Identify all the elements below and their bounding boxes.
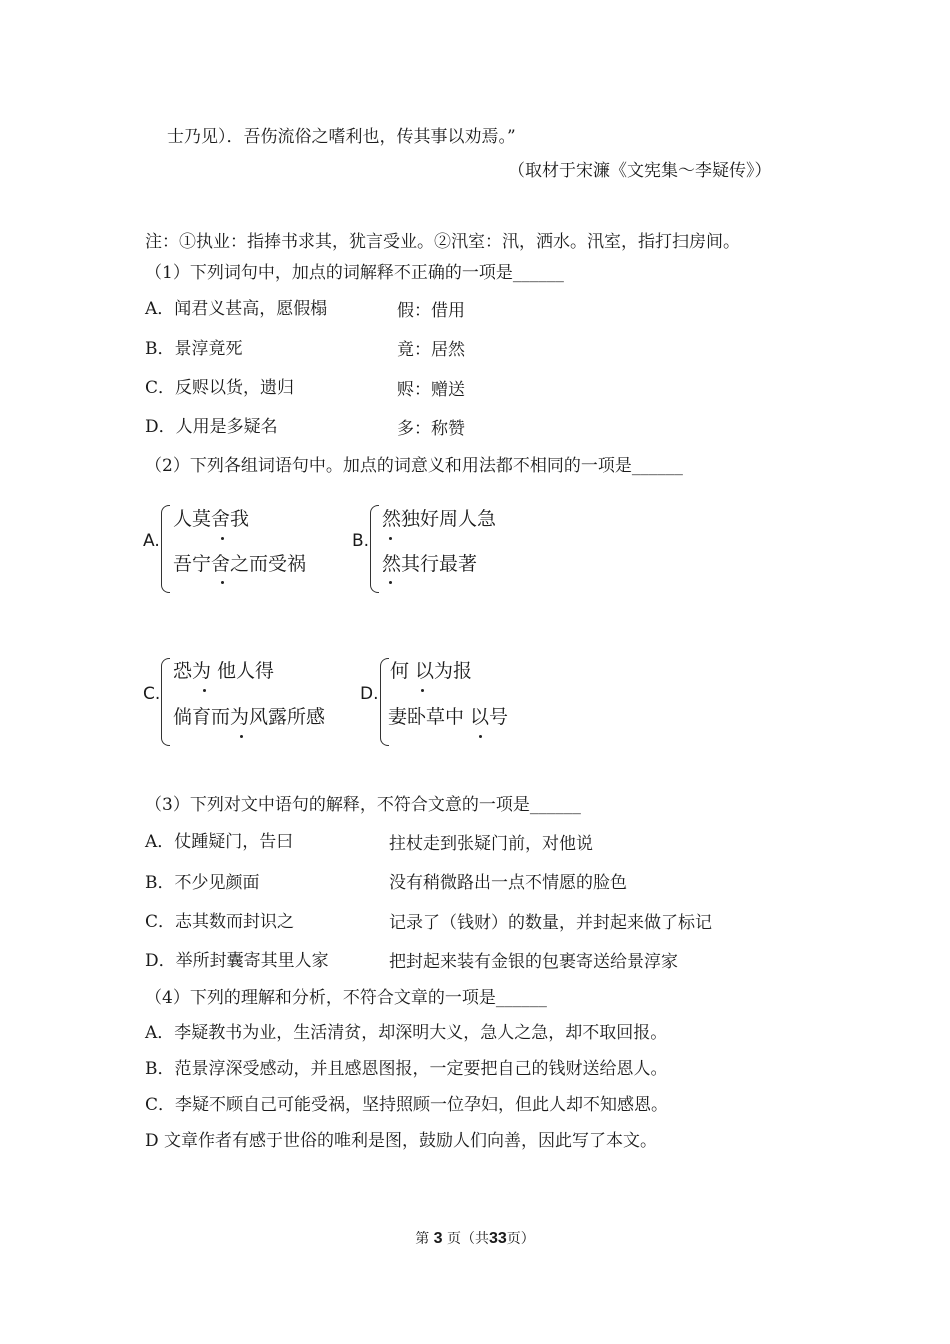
q1-gloss-c: 赆：赠送 xyxy=(397,380,465,400)
passage-line: 士乃见）．吾伤流俗之嗜利也，传其事以劝焉。” xyxy=(167,127,516,147)
emphasis-dot xyxy=(389,537,392,540)
question-2-stem: （2）下列各组词语句中。加点的词意义和用法都不相同的一项是______ xyxy=(145,456,683,476)
emphasis-dot xyxy=(221,537,224,540)
q1-gloss-b: 竟：居然 xyxy=(397,340,465,360)
page-footer xyxy=(0,1230,950,1248)
q1-gloss-d: 多：称赞 xyxy=(397,419,465,439)
question-4-stem: （4）下列的理解和分析，不符合文章的一项是______ xyxy=(145,988,547,1008)
question-3-stem: （3）下列对文中语句的解释，不符合文意的一项是______ xyxy=(145,795,581,815)
q1-option-a: A．闻君义甚高，愿假榻 xyxy=(145,299,328,319)
passage-source: （取材于宋濂《文宪集～李疑传》） xyxy=(508,161,772,181)
q3-option-b: B．不少见颜面 xyxy=(145,873,260,893)
footer-prefix: 第 xyxy=(415,1231,430,1247)
q3-option-a: A．仗踵疑门，告曰 xyxy=(145,832,294,852)
q2-group-d-top: 何 以为报 xyxy=(390,660,473,682)
q3-gloss-b: 没有稍微路出一点不情愿的脸色 xyxy=(389,873,627,893)
emphasis-dot xyxy=(221,581,224,584)
q4-option-b: B．范景淳深受感动，并且感恩图报，一定要把自己的钱财送给恩人。 xyxy=(145,1059,668,1079)
q2-group-b-label: B. xyxy=(352,531,370,551)
q1-gloss-a: 假：借用 xyxy=(397,301,465,321)
question-1-stem: （1）下列词句中，加点的词解释不正确的一项是______ xyxy=(145,263,564,283)
q1-option-c: C．反赆以货，遗归 xyxy=(145,378,295,398)
q1-option-b: B．景淳竟死 xyxy=(145,339,243,359)
q2-group-a-brace xyxy=(161,505,170,593)
q2-group-d-label: D. xyxy=(360,684,379,704)
q3-gloss-a: 拄杖走到张疑门前，对他说 xyxy=(389,834,593,854)
emphasis-dot xyxy=(421,689,424,692)
q2-group-a-bottom: 吾宁舍之而受祸 xyxy=(173,553,307,575)
q2-group-b-top: 然独好周人急 xyxy=(382,508,497,530)
annotation-note: 注：①执业：指捧书求其，犹言受业。②汛室：汛，洒水。汛室，指打扫房间。 xyxy=(145,232,740,252)
q2-group-c-bottom: 倘育而为风露所感 xyxy=(173,706,326,728)
q3-gloss-d: 把封起来装有金银的包裹寄送给景淳家 xyxy=(389,952,678,972)
footer-suffix: 页） xyxy=(506,1231,535,1247)
q2-group-a-label: A. xyxy=(143,531,160,551)
q2-group-b-brace xyxy=(370,505,379,593)
q2-group-a-top: 人莫舍我 xyxy=(173,508,250,530)
total-page-count: 33 xyxy=(489,1230,507,1247)
q1-option-d: D．人用是多疑名 xyxy=(145,417,278,437)
q3-gloss-c: 记录了（钱财）的数量，并封起来做了标记 xyxy=(389,913,712,933)
q3-option-d: D．举所封囊寄其里人家 xyxy=(145,951,329,971)
q4-option-a: A．李疑教书为业，生活清贫，却深明大义，急人之急，却不取回报。 xyxy=(145,1023,668,1043)
emphasis-dot xyxy=(479,735,482,738)
footer-middle: 页（共 xyxy=(447,1231,489,1247)
emphasis-dot xyxy=(240,735,243,738)
q2-group-c-brace xyxy=(161,658,170,746)
q2-group-c-top: 恐为 他人得 xyxy=(173,660,275,682)
q2-group-d-bottom: 妻卧草中 以号 xyxy=(388,706,509,728)
current-page-number: 3 xyxy=(433,1230,443,1247)
q2-group-b-bottom: 然其行最著 xyxy=(382,553,478,575)
emphasis-dot xyxy=(389,581,392,584)
q2-group-d-brace xyxy=(380,658,389,746)
q4-option-d: D 文章作者有感于世俗的唯利是图，鼓励人们向善，因此写了本文。 xyxy=(145,1131,658,1151)
q3-option-c: C．志其数而封识之 xyxy=(145,912,295,932)
q2-group-c-label: C. xyxy=(143,684,161,704)
q4-option-c: C．李疑不顾自己可能受祸，坚持照顾一位孕妇，但此人却不知感恩。 xyxy=(145,1095,669,1115)
emphasis-dot xyxy=(203,689,206,692)
